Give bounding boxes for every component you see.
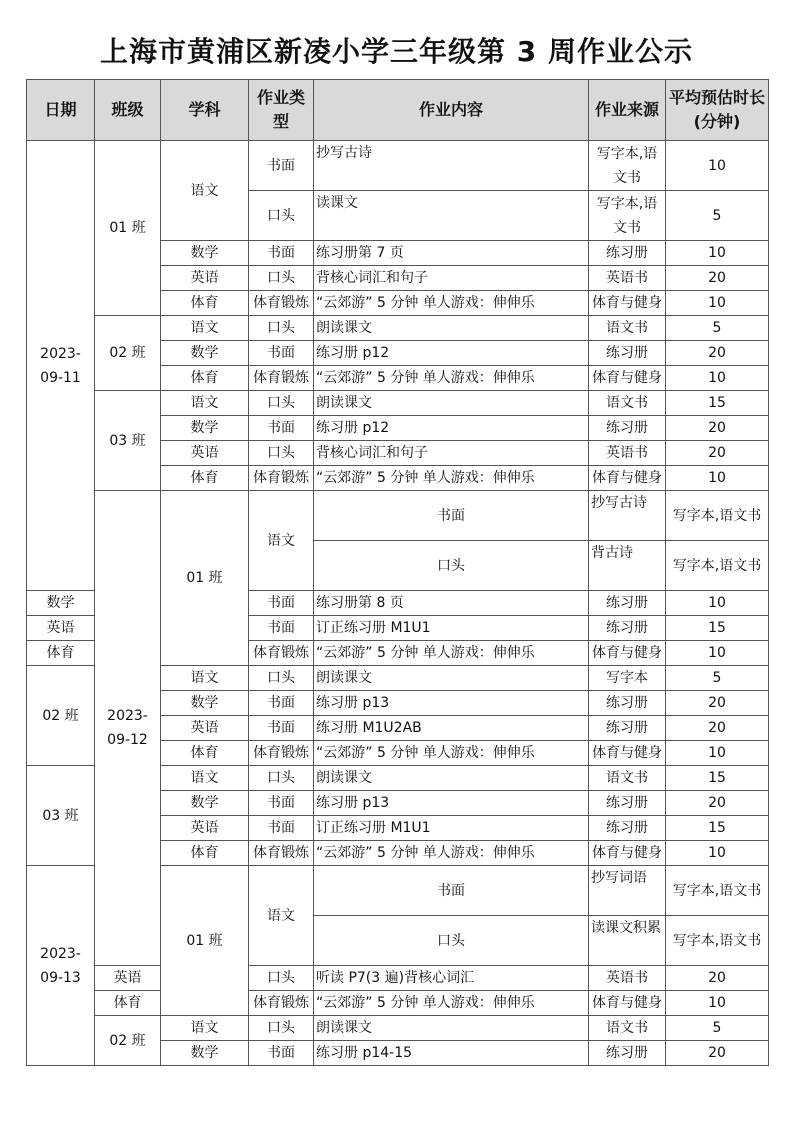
source-cell: 体育与健身 — [589, 466, 666, 491]
source-cell: 英语书 — [589, 966, 666, 991]
subject-cell: 体育 — [161, 291, 249, 316]
subject-cell: 语文 — [161, 316, 249, 341]
source-cell: 语文书 — [589, 391, 666, 416]
table-row — [27, 966, 769, 991]
source-cell: 写字本 — [589, 666, 666, 691]
time-cell: 10 — [666, 841, 769, 866]
content-cell: “云郊游” 5 分钟 单人游戏：伸伸乐 — [314, 841, 589, 866]
type-cell: 书面 — [249, 1041, 314, 1066]
source-cell: 写字本,语文书 — [666, 916, 769, 966]
class-cell: 03 班 — [95, 391, 161, 491]
page-title: 上海市黄浦区新凌小学三年级第 3 周作业公示 — [100, 35, 693, 68]
content-cell: 背古诗 — [589, 541, 666, 591]
type-cell: 体育锻炼 — [249, 641, 314, 666]
source-cell: 练习册 — [589, 691, 666, 716]
source-cell: 练习册 — [589, 816, 666, 841]
table-row — [27, 316, 769, 341]
subject-cell: 数学 — [161, 416, 249, 441]
source-cell: 练习册 — [589, 341, 666, 366]
content-cell: 听读 P7(3 遍)背核心词汇 — [314, 966, 589, 991]
class-cell: 03 班 — [27, 766, 95, 866]
source-cell: 练习册 — [589, 241, 666, 266]
type-cell: 书面 — [249, 416, 314, 441]
table-row — [27, 991, 769, 1016]
subject-cell: 语文 — [249, 866, 314, 966]
source-cell: 英语书 — [589, 441, 666, 466]
content-cell: “云郊游” 5 分钟 单人游戏：伸伸乐 — [314, 641, 589, 666]
source-cell: 练习册 — [589, 716, 666, 741]
time-cell: 20 — [666, 441, 769, 466]
type-cell: 口头 — [249, 966, 314, 991]
content-cell: 练习册 p13 — [314, 691, 589, 716]
header-source: 作业来源 — [589, 80, 666, 141]
type-cell: 口头 — [314, 541, 589, 591]
time-cell: 5 — [666, 666, 769, 691]
content-cell: 读课文积累 — [589, 916, 666, 966]
header-subject: 学科 — [161, 80, 249, 141]
time-cell: 10 — [666, 466, 769, 491]
time-cell: 5 — [666, 1016, 769, 1041]
content-cell: “云郊游” 5 分钟 单人游戏：伸伸乐 — [314, 291, 589, 316]
class-cell: 01 班 — [161, 866, 249, 1016]
content-cell: 练习册第 8 页 — [314, 591, 589, 616]
subject-cell: 体育 — [161, 466, 249, 491]
time-cell: 10 — [666, 291, 769, 316]
time-cell: 5 — [666, 191, 769, 241]
source-cell: 语文书 — [589, 1016, 666, 1041]
subject-cell: 英语 — [161, 816, 249, 841]
content-cell: 订正练习册 M1U1 — [314, 616, 589, 641]
subject-cell: 数学 — [161, 241, 249, 266]
source-cell: 练习册 — [589, 791, 666, 816]
date-cell: 2023-09-12 — [95, 491, 161, 966]
class-cell: 01 班 — [95, 141, 161, 316]
subject-cell: 语文 — [161, 766, 249, 791]
type-cell: 书面 — [314, 491, 589, 541]
subject-cell: 语文 — [161, 666, 249, 691]
table-header-row — [27, 80, 769, 141]
table-row — [27, 1016, 769, 1041]
source-cell: 体育与健身 — [589, 291, 666, 316]
content-cell: 练习册 p13 — [314, 791, 589, 816]
time-cell: 10 — [666, 991, 769, 1016]
time-cell: 10 — [666, 141, 769, 191]
time-cell: 20 — [666, 791, 769, 816]
date-cell: 2023-09-11 — [27, 141, 95, 591]
subject-cell: 体育 — [161, 841, 249, 866]
type-cell: 书面 — [249, 341, 314, 366]
type-cell: 口头 — [249, 441, 314, 466]
time-cell: 10 — [666, 366, 769, 391]
class-cell: 02 班 — [95, 1016, 161, 1066]
subject-cell: 体育 — [27, 641, 95, 666]
date-cell: 2023-09-13 — [27, 866, 95, 1066]
type-cell: 体育锻炼 — [249, 741, 314, 766]
time-cell: 20 — [666, 716, 769, 741]
source-cell: 体育与健身 — [589, 741, 666, 766]
subject-cell: 语文 — [161, 141, 249, 241]
type-cell: 书面 — [314, 866, 589, 916]
time-cell: 15 — [666, 616, 769, 641]
content-cell: 订正练习册 M1U1 — [314, 816, 589, 841]
content-cell: 练习册 p12 — [314, 416, 589, 441]
table-row — [27, 491, 769, 541]
content-cell: 朗读课文 — [314, 391, 589, 416]
table-row — [27, 141, 769, 191]
source-cell: 写字本,语文书 — [666, 866, 769, 916]
time-cell: 15 — [666, 391, 769, 416]
content-cell: 背核心词汇和句子 — [314, 266, 589, 291]
source-cell: 体育与健身 — [589, 841, 666, 866]
source-cell: 写字本,语文书 — [666, 491, 769, 541]
source-cell: 练习册 — [589, 1041, 666, 1066]
content-cell: 朗读课文 — [314, 766, 589, 791]
type-cell: 体育锻炼 — [249, 366, 314, 391]
content-cell: 背核心词汇和句子 — [314, 441, 589, 466]
content-cell: “云郊游” 5 分钟 单人游戏：伸伸乐 — [314, 466, 589, 491]
class-cell: 01 班 — [161, 491, 249, 666]
type-cell: 书面 — [249, 716, 314, 741]
time-cell: 20 — [666, 1041, 769, 1066]
time-cell: 15 — [666, 766, 769, 791]
type-cell: 口头 — [249, 316, 314, 341]
subject-cell: 数学 — [161, 1041, 249, 1066]
subject-cell: 数学 — [161, 341, 249, 366]
content-cell: “云郊游” 5 分钟 单人游戏：伸伸乐 — [314, 366, 589, 391]
type-cell: 口头 — [249, 766, 314, 791]
source-cell: 语文书 — [589, 766, 666, 791]
content-cell: 练习册 p12 — [314, 341, 589, 366]
subject-cell: 体育 — [95, 991, 161, 1016]
subject-cell: 数学 — [161, 791, 249, 816]
subject-cell: 英语 — [161, 716, 249, 741]
subject-cell: 英语 — [95, 966, 161, 991]
time-cell: 10 — [666, 241, 769, 266]
content-cell: 练习册第 7 页 — [314, 241, 589, 266]
source-cell: 写字本,语文书 — [589, 191, 666, 241]
content-cell: 朗读课文 — [314, 1016, 589, 1041]
content-cell: 读课文 — [314, 191, 589, 241]
type-cell: 书面 — [249, 241, 314, 266]
subject-cell: 数学 — [27, 591, 95, 616]
type-cell: 体育锻炼 — [249, 291, 314, 316]
time-cell: 20 — [666, 341, 769, 366]
content-cell: “云郊游” 5 分钟 单人游戏：伸伸乐 — [314, 991, 589, 1016]
header-date: 日期 — [27, 80, 95, 141]
time-cell: 20 — [666, 966, 769, 991]
type-cell: 书面 — [249, 616, 314, 641]
source-cell: 写字本,语文书 — [666, 541, 769, 591]
content-cell: 朗读课文 — [314, 666, 589, 691]
time-cell: 10 — [666, 591, 769, 616]
class-cell: 02 班 — [27, 666, 95, 766]
table-row — [27, 391, 769, 416]
source-cell: 练习册 — [589, 591, 666, 616]
content-cell: “云郊游” 5 分钟 单人游戏：伸伸乐 — [314, 741, 589, 766]
source-cell: 体育与健身 — [589, 641, 666, 666]
subject-cell: 英语 — [161, 441, 249, 466]
time-cell: 10 — [666, 641, 769, 666]
subject-cell: 数学 — [161, 691, 249, 716]
type-cell: 口头 — [249, 391, 314, 416]
source-cell: 练习册 — [589, 416, 666, 441]
source-cell: 体育与健身 — [589, 991, 666, 1016]
type-cell: 口头 — [249, 1016, 314, 1041]
time-cell: 20 — [666, 691, 769, 716]
source-cell: 练习册 — [589, 616, 666, 641]
type-cell: 体育锻炼 — [249, 991, 314, 1016]
type-cell: 书面 — [249, 791, 314, 816]
table-body — [27, 141, 769, 1066]
homework-table — [26, 79, 769, 1066]
source-cell: 英语书 — [589, 266, 666, 291]
time-cell: 20 — [666, 266, 769, 291]
subject-cell: 语文 — [249, 491, 314, 591]
type-cell: 口头 — [314, 916, 589, 966]
subject-cell: 语文 — [161, 1016, 249, 1041]
header-type: 作业类型 — [249, 80, 314, 141]
time-cell: 10 — [666, 741, 769, 766]
subject-cell: 体育 — [161, 741, 249, 766]
type-cell: 口头 — [249, 191, 314, 241]
subject-cell: 英语 — [27, 616, 95, 641]
subject-cell: 体育 — [161, 366, 249, 391]
header-time: 平均预估时长(分钟) — [666, 80, 769, 141]
time-cell: 5 — [666, 316, 769, 341]
header-content: 作业内容 — [314, 80, 589, 141]
content-cell: 朗读课文 — [314, 316, 589, 341]
type-cell: 口头 — [249, 266, 314, 291]
source-cell: 语文书 — [589, 316, 666, 341]
content-cell: 抄写古诗 — [314, 141, 589, 191]
source-cell: 体育与健身 — [589, 366, 666, 391]
type-cell: 口头 — [249, 666, 314, 691]
type-cell: 体育锻炼 — [249, 841, 314, 866]
subject-cell: 英语 — [161, 266, 249, 291]
subject-cell: 语文 — [161, 391, 249, 416]
type-cell: 书面 — [249, 816, 314, 841]
type-cell: 体育锻炼 — [249, 466, 314, 491]
source-cell: 写字本,语文书 — [589, 141, 666, 191]
class-cell: 02 班 — [95, 316, 161, 391]
content-cell: 抄写词语 — [589, 866, 666, 916]
time-cell: 20 — [666, 416, 769, 441]
header-class: 班级 — [95, 80, 161, 141]
time-cell: 15 — [666, 816, 769, 841]
type-cell: 书面 — [249, 691, 314, 716]
type-cell: 书面 — [249, 141, 314, 191]
content-cell: 练习册 M1U2AB — [314, 716, 589, 741]
content-cell: 抄写古诗 — [589, 491, 666, 541]
type-cell: 书面 — [249, 591, 314, 616]
content-cell: 练习册 p14-15 — [314, 1041, 589, 1066]
